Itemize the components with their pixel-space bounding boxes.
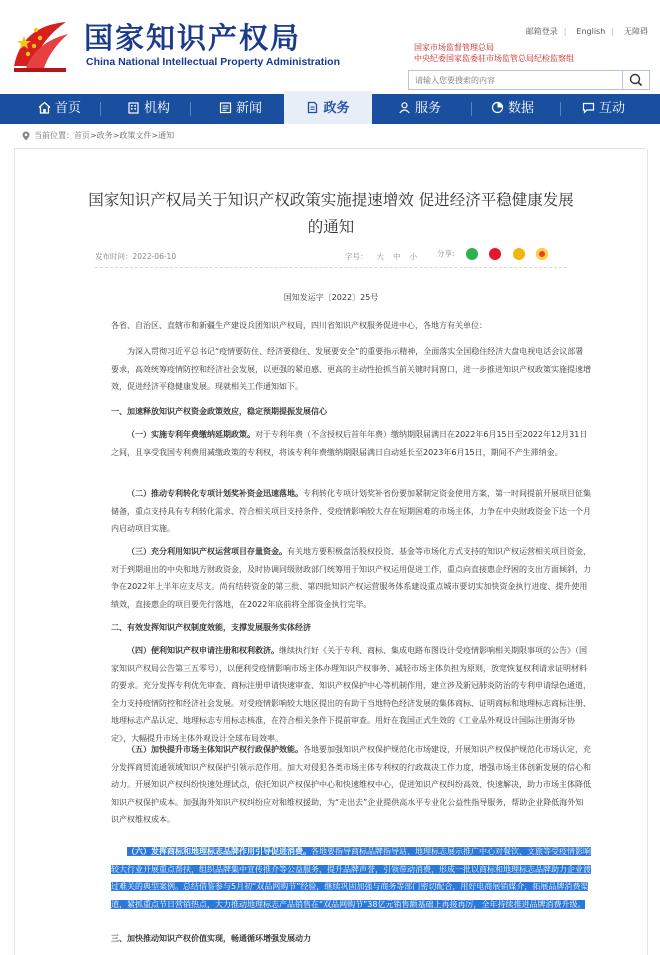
paragraph-2-lead: （二）推动专利转化专项计划奖补资金迅速落地。: [127, 489, 303, 498]
chart-icon: [491, 101, 504, 114]
section-heading-2: 二、有效发挥知识产权制度效能，支撑发展服务实体经济: [111, 623, 311, 632]
font-size-switcher: [345, 251, 426, 262]
meta-divider: [95, 267, 567, 268]
site-name-en: China National Intellectual Property Administration: [86, 56, 340, 68]
paragraph-2: [111, 485, 591, 538]
font-size-label: 字号：: [345, 252, 368, 261]
nav-institution-label: 机构: [144, 101, 171, 116]
nav-data-label: 数据: [508, 101, 535, 116]
nav-home-label: 首页: [55, 101, 82, 116]
paragraph-6-selected: [111, 843, 591, 913]
document-icon: [306, 101, 319, 114]
discipline-link[interactable]: 中央纪委国家监委驻市场监管总局纪检监察组: [414, 54, 574, 63]
site-header: [0, 0, 660, 92]
nav-interaction-label: 互动: [599, 101, 626, 116]
accessibility-link[interactable]: 无障碍: [624, 27, 648, 36]
search-input[interactable]: [409, 71, 623, 89]
document-number: 国知发运字〔2022〕25号: [283, 293, 379, 302]
publish-date: 发布时间：2022-06-10: [95, 252, 177, 261]
paragraph-4-body: 继续执行好《关于专利、商标、集成电路布图设计受疫情影响相关期限事项的公告》（国家知识产权局公告第三五零号），以便利受疫情影响市场主体办理知识产权事务、减轻市场主体负担为原则，放宽恢复权利请求证明材料的要求。充分发挥专利优先审查、商标注册申请快速审查、知识产权保护中心等机制作用，建立涉及新冠肺炎防治的专利申请绿色通道，全力支持疫情防控和经济社会发展。对受疫情影响较大地区提出的有助于当地特色经济发展的集体商标、证明商标和地理标志商标注册、地理标志产品认定、地理标志专用标志核准，在符合相关条件下提前审查。用好在我国正式生效的《工业品外观设计国际注册海牙协定》，大幅提升市场主体外观设计全球布局效率。: [111, 646, 591, 743]
section-heading-1: 一、加速释放知识产权资金政策效应，稳定预期提振发展信心: [111, 407, 327, 416]
article-title-line1: 国家知识产权局关于知识产权政策实施提速增效 促进经济平稳健康发展: [88, 191, 574, 209]
nav-data[interactable]: [491, 94, 534, 124]
paragraph-3-body: 有关地方要积极盘活股权投资、基金等市场化方式支持的知识产权运营相关项目资金，对于到期退出的中央和地方财政资金，及时协调同级财政部门统筹用于知识产权运用促进工作，重点向直接惠企纾困的支出方面倾斜，力争在2022年上半年应支尽支。尚有结转资金的第三批、第四批知识产权运营服务体系建设重点城市要切实加快资金执行进度、提升使用绩效，直接惠企的项目要先行落地，在2022年底前将全部资金执行完毕。: [111, 547, 591, 609]
top-links: 邮箱登录 | English | 无障碍: [525, 27, 648, 36]
wechat-icon[interactable]: [466, 248, 478, 260]
nav-government-affairs[interactable]: [284, 91, 372, 124]
chat-icon: [582, 101, 595, 114]
nav-divider: [560, 102, 561, 116]
nav-institution[interactable]: [127, 94, 170, 124]
paragraph-1-body: 对于专利年费（不含授权后首年年费）缴纳期限届满日在2022年6月15日至2022年12月31日之间，且享受我国专利费用减缴政策的专利权，将该专利年费缴纳期限届满日自动延长至2023年6月15日，期间不产生滞纳金。: [111, 430, 588, 457]
paragraph-5: [111, 741, 591, 829]
search-box: [408, 70, 650, 90]
paragraph-4: [111, 642, 591, 747]
search-icon: [623, 71, 649, 89]
home-icon: [38, 101, 51, 114]
paragraph-5-body: 各地要加强知识产权保护规范化市场建设，开展知识产权保护规范化市场认定，充分发挥商贸流通领域知识产权保护引领示范作用。加大对侵犯各类市场主体专利权的行政裁决工作力度，增强市场主体创新发展的信心和动力。开展知识产权纠纷快速处理试点，依托知识产权保护中心和快速维权中心，促进知识产权纠纷高效、快速解决，助力市场主体降低知识产权保护成本。加强海外知识产权纠纷应对和维权援助，为“走出去”企业提供高水平专业化公益性指导服务，帮助企业降低海外知识产权维权成本。: [111, 745, 591, 824]
samr-link[interactable]: 国家市场监督管理总局: [414, 43, 494, 52]
english-link[interactable]: English: [576, 27, 606, 36]
article-title-line2: 的通知: [307, 218, 355, 236]
service-icon: [398, 101, 411, 114]
weibo-icon[interactable]: [489, 248, 501, 260]
nav-government-affairs-label: 政务: [323, 101, 350, 116]
font-size-medium[interactable]: 中: [393, 252, 401, 261]
paragraph-6-body: 各地要指导商标品牌指导站、地理标志展示推广中心对餐饮、文旅等受疫情影响较大行业开展重点帮扶，组织品牌集中宣传推介等公益服务，提升品牌声誉，引领带动消费，形成一批以商标和地理标志品牌助力企业渡过难关的典型案例。总结借鉴参与5月初“双品网购节”经验，继续巩固加强与商务等部门密切配合，用好电商展销媒介，拓展品牌消费渠道，紧抓重点节日营销热点，大力推动地理标志产品销售在“双品网购节”38亿元销售额基础上再接再厉，全年持续推进品牌消费升级。: [111, 847, 591, 909]
paragraph-1-lead: （一）实施专利年费缴纳延期政策。: [127, 430, 255, 439]
qq-icon[interactable]: [536, 248, 548, 260]
news-icon: [219, 101, 232, 114]
breadcrumb: [22, 130, 174, 141]
share-bar: [437, 248, 548, 260]
paragraph-3-lead: （三）充分利用知识产权运营项目存量资金。: [127, 547, 287, 556]
paragraph-5-lead: （五）加快提升市场主体知识产权行政保护效能。: [127, 745, 303, 754]
share-label: 分享:: [437, 249, 455, 258]
font-size-small[interactable]: 小: [409, 252, 417, 261]
main-nav: [0, 94, 660, 124]
nav-news-label: 新闻: [236, 101, 263, 116]
breadcrumb-text[interactable]: 当前位置：首页>政务>政策文件>通知: [34, 131, 175, 140]
nav-service[interactable]: [398, 94, 441, 124]
nav-news[interactable]: [219, 94, 262, 124]
paragraph-4-lead: （四）便利知识产权申请注册和权利救济。: [127, 646, 279, 655]
national-emblem-icon: [10, 16, 72, 74]
article-container: [14, 149, 648, 955]
building-icon: [127, 101, 140, 114]
paragraph-1: [111, 426, 591, 461]
nav-service-label: 服务: [415, 101, 442, 116]
section-heading-3: 三、加快推动知识产权价值实现，畅通循环增强发展动力: [111, 934, 311, 943]
nav-divider: [100, 102, 101, 116]
paragraph-2-body: 专利转化专项计划奖补省份要加紧制定资金使用方案，第一时间提前开展项目征集储备，重点支持具有专利转化需求、符合相关项目支持条件、受疫情影响较大存在短期困难的市场主体，力争在中央财政资金下达一个月内启动项目实施。: [111, 489, 591, 533]
email-login-link[interactable]: 邮箱登录: [525, 27, 558, 36]
recipients: 各省、自治区、直辖市和新疆生产建设兵团知识产权局，四川省知识产权服务促进中心，各地方有关单位：: [111, 321, 487, 330]
intro-paragraph: 为深入贯彻习近平总书记“疫情要防住、经济要稳住、发展要安全”的重要指示精神，全面落实全国稳住经济大盘电视电话会议部署要求，高效统筹疫情防控和经济社会发展，以更强的紧迫感、更高的主动性抢抓当前关键时间窗口，进一步推进知识产权政策实施提速增效，促进经济平稳健康发展。现就相关工作通知如下。: [111, 347, 591, 391]
nav-home[interactable]: [38, 94, 81, 124]
location-pin-icon: [22, 131, 30, 141]
paragraph-6-lead: （六）发挥商标和地理标志品牌作用引导促进消费。: [127, 847, 311, 856]
nav-divider: [471, 102, 472, 116]
nav-divider: [190, 102, 191, 116]
paragraph-3: [111, 543, 591, 613]
nav-interaction[interactable]: [582, 94, 625, 124]
search-button[interactable]: [622, 71, 649, 89]
article-title: [75, 187, 587, 241]
site-name-cn[interactable]: 国家知识产权局: [84, 21, 302, 55]
font-size-large[interactable]: 大: [376, 252, 384, 261]
qzone-icon[interactable]: [513, 248, 525, 260]
